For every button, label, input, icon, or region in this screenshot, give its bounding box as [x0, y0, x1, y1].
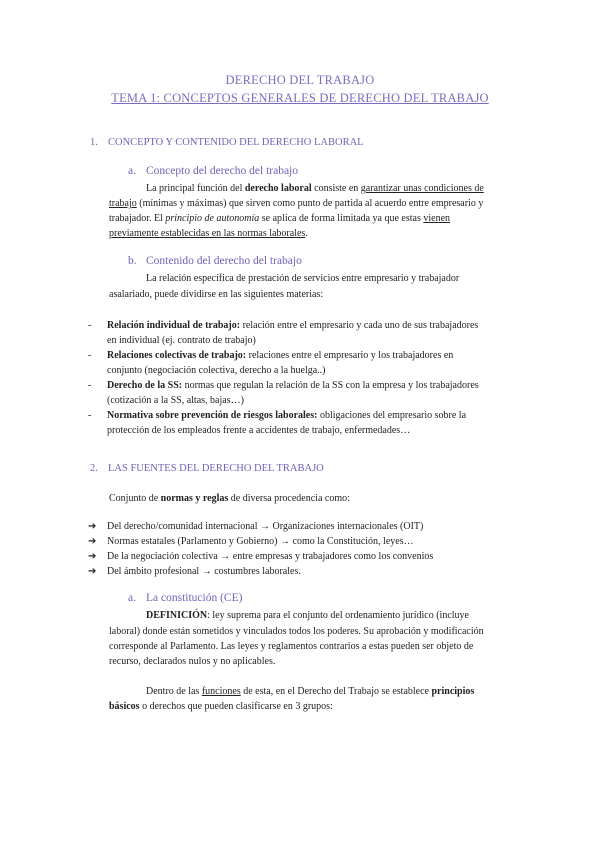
document-subtitle: TEMA 1: CONCEPTOS GENERALES DE DERECHO DEL TRABAJO	[111, 91, 489, 105]
paragraph-line: corresponde al Parlamento. Las leyes y reglamentos contrarios a estas pueden ser objeto de	[109, 641, 474, 652]
section-2a-title: La constitución (CE)	[146, 592, 243, 604]
section-1b-heading	[128, 255, 302, 267]
list-item: - Derecho de la SS: normas que regulan la relación de la SS con la empresa y los trabajadores (cotización a la SS, altas, bajas…)	[88, 380, 479, 406]
list-item: ➔ Del derecho/comunidad internacional → Organizaciones internacionales (OIT)	[88, 521, 424, 532]
dash-bullet: -	[88, 320, 92, 331]
arrow-bullet-icon: ➔	[88, 551, 97, 562]
paragraph-line: trabajador. El principio de autonomía se aplica de forma limitada ya que estas vienen	[109, 213, 451, 224]
list-item: - Relación individual de trabajo: relación entre el empresario y cada uno de sus trabajadores en individual (ej. contrato de trabajo)	[88, 320, 479, 346]
list-item: - Relaciones colectivas de trabajo: relaciones entre el empresario y los trabajadores en conjunto (negociación colectiva, derecho a la huelga..)	[88, 350, 454, 376]
section-1-title: CONCEPTO Y CONTENIDO DEL DERECHO LABORAL	[108, 137, 364, 148]
section-1-number: 1.	[90, 137, 98, 148]
section-1a-letter: a.	[128, 165, 136, 177]
arrow-bullet-icon: ➔	[88, 521, 97, 532]
dash-bullet: -	[88, 350, 92, 361]
dash-bullet: -	[88, 380, 92, 391]
paragraph-line: básicos o derechos que pueden clasificarse en 3 grupos:	[109, 701, 333, 712]
paragraph-line: recurso, declarados nulos y no aplicables.	[109, 656, 276, 667]
fuentes-list	[88, 519, 528, 579]
section-2a-letter: a.	[128, 592, 136, 604]
section-1b-title: Contenido del derecho del trabajo	[146, 255, 302, 267]
materias-list	[88, 318, 528, 438]
section-2a-heading	[128, 592, 242, 604]
paragraph-line: La principal función del derecho laboral consiste en garantizar unas condiciones de	[146, 183, 484, 194]
section-2-number: 2.	[90, 463, 98, 474]
paragraph-line: previamente establecidas en las normas laborales.	[109, 228, 308, 239]
section-1-heading	[90, 137, 364, 148]
section-2-heading	[90, 463, 324, 474]
paragraph-line: DEFINICIÓN: ley suprema para el conjunto del ordenamiento jurídico (incluye	[146, 610, 469, 621]
paragraph-line: laboral) donde están sometidos y vinculados todos los poderes. Su aprobación y modificación	[109, 626, 484, 637]
paragraph-line: asalariado, puede dividirse en las siguientes materias:	[109, 289, 324, 300]
section-1a-title: Concepto del derecho del trabajo	[146, 165, 298, 177]
section-2-title: LAS FUENTES DEL DERECHO DEL TRABAJO	[108, 463, 324, 474]
arrow-bullet-icon: ➔	[88, 566, 97, 577]
dash-bullet: -	[88, 410, 92, 421]
list-item: ➔ Normas estatales (Parlamento y Gobierno) → como la Constitución, leyes…	[88, 536, 414, 547]
list-item: ➔ De la negociación colectiva → entre empresas y trabajadores como los convenios	[88, 551, 434, 562]
paragraph-line: trabajo (mínimas y máximas) que sirven como punto de partida al acuerdo entre empresario y	[109, 198, 484, 209]
document-title: DERECHO DEL TRABAJO	[225, 73, 375, 87]
paragraph-line: Dentro de las funciones de esta, en el Derecho del Trabajo se establece principios	[146, 686, 475, 697]
section-1b-letter: b.	[128, 255, 137, 267]
paragraph-line: Conjunto de normas y reglas de diversa procedencia como:	[109, 493, 350, 504]
arrow-bullet-icon: ➔	[88, 536, 97, 547]
list-item: - Normativa sobre prevención de riesgos laborales: obligaciones del empresario sobre la protección de los empleados frente a accidentes de trabajo, enfermedades…	[88, 410, 467, 436]
paragraph-line: La relación específica de prestación de servicios entre empresario y trabajador	[146, 273, 460, 284]
list-item: ➔ Del ámbito profesional → costumbres laborales.	[88, 566, 301, 577]
section-1a-heading	[128, 165, 298, 177]
